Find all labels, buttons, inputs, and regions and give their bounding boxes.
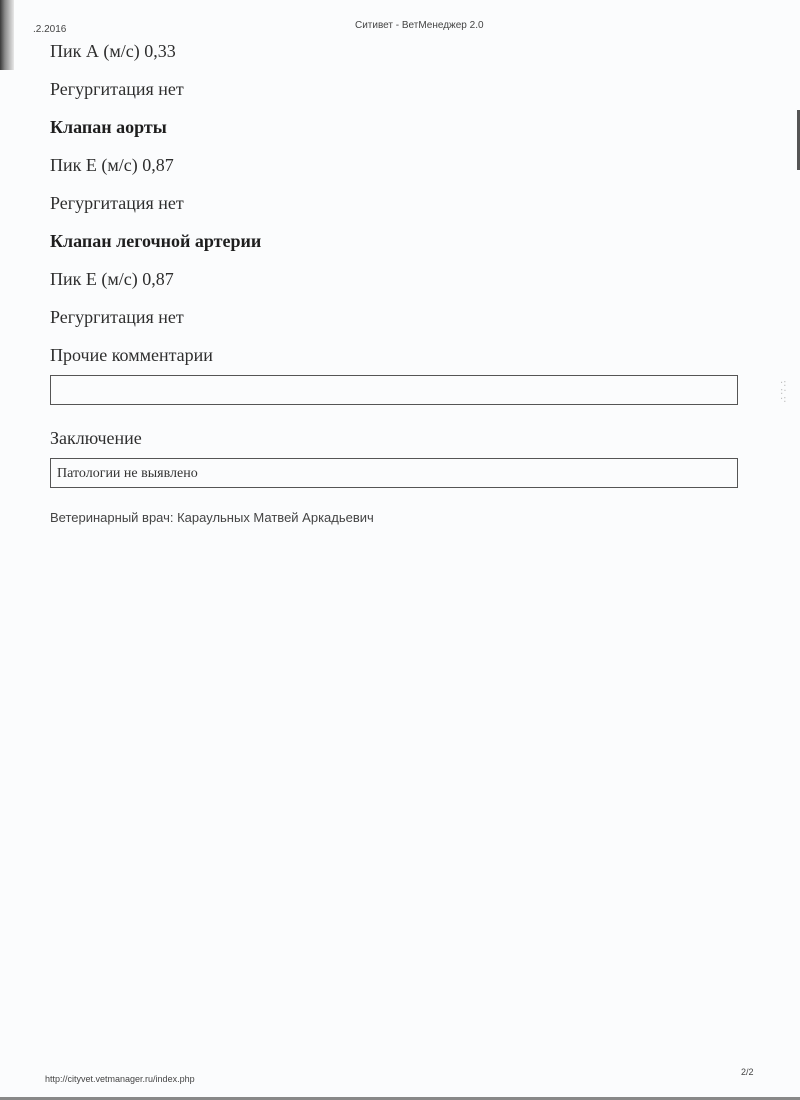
section-heading-pulmonary-valve: Клапан легочной артерии bbox=[50, 231, 262, 251]
scan-shadow-left bbox=[0, 0, 14, 70]
conclusion-value: Патологии не выявлено bbox=[57, 466, 198, 481]
footer-url: http://cityvet.vetmanager.ru/index.php bbox=[45, 1074, 195, 1084]
peak-e-value: Пик Е (м/с) 0,87 bbox=[50, 269, 174, 289]
regurgitation-line: Регургитация нет bbox=[50, 79, 184, 99]
regurgitation-line: Регургитация нет bbox=[50, 307, 184, 327]
print-date: .2.2016 bbox=[33, 24, 67, 35]
comments-label: Прочие комментарии bbox=[50, 345, 213, 365]
page-number: 2/2 bbox=[741, 1067, 754, 1077]
veterinarian-signature-line: Ветеринарный врач: Караульных Матвей Аркадьевич bbox=[50, 510, 374, 525]
comments-field bbox=[50, 375, 738, 405]
peak-e-value: Пик Е (м/с) 0,87 bbox=[50, 155, 174, 175]
section-heading-aortic-valve: Клапан аорты bbox=[50, 117, 167, 137]
conclusion-field bbox=[50, 458, 738, 488]
peak-a-value: Пик А (м/с) 0,33 bbox=[50, 41, 176, 61]
scan-artifact: ·: :· ·: bbox=[780, 378, 787, 405]
print-title: Ситивет - ВетМенеджер 2.0 bbox=[355, 20, 484, 31]
regurgitation-line: Регургитация нет bbox=[50, 193, 184, 213]
conclusion-label: Заключение bbox=[50, 428, 142, 448]
